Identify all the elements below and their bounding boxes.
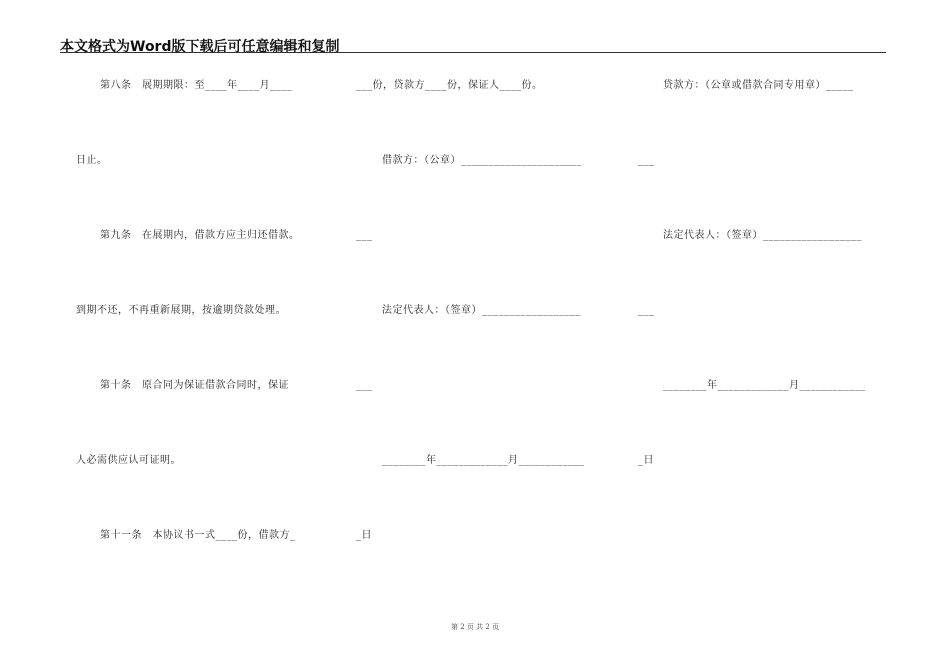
article-10-line: 第十条 原合同为保证借款合同时，保证 bbox=[100, 380, 289, 391]
article-8-end-line: 日止。 bbox=[76, 155, 108, 166]
lender-seal-line: 贷款方：（公章或借款合同专用章）_____ bbox=[663, 80, 854, 91]
header-divider bbox=[60, 52, 886, 53]
page-footer: 第 2 页 共 2 页 bbox=[450, 623, 500, 631]
date-day-suffix: _日 bbox=[356, 530, 372, 541]
blank-continuation: ___ bbox=[638, 155, 655, 166]
article-10-cont-line: 人必需供应认可证明。 bbox=[76, 455, 181, 466]
copies-line: ___份，贷款方____份，保证人____份。 bbox=[356, 80, 543, 91]
page-header-title: 本文格式为Word版下载后可任意编辑和复制 bbox=[60, 39, 340, 55]
borrower-seal-line: 借款方：（公章）______________________ bbox=[382, 155, 582, 166]
borrower-date-line: ________年_____________月____________ bbox=[382, 455, 585, 466]
date-day-suffix: _日 bbox=[638, 455, 654, 466]
article-11-line: 第十一条 本协议书一式____份，借款方_ bbox=[100, 530, 296, 541]
blank-continuation: ___ bbox=[638, 305, 655, 316]
lender-date-line: ________年_____________月____________ bbox=[663, 380, 866, 391]
blank-continuation: ___ bbox=[356, 230, 373, 241]
borrower-representative-line: 法定代表人：（签章）__________________ bbox=[382, 305, 581, 316]
article-9-line: 第九条 在展期内，借款方应主归还借款。 bbox=[100, 230, 300, 241]
blank-continuation: ___ bbox=[356, 380, 373, 391]
lender-representative-line: 法定代表人：（签章）__________________ bbox=[663, 230, 862, 241]
article-9-cont-line: 到期不还，不再重新展期，按逾期贷款处理。 bbox=[76, 305, 286, 316]
article-8-line: 第八条 展期期限：至____年____月____ bbox=[100, 80, 292, 91]
